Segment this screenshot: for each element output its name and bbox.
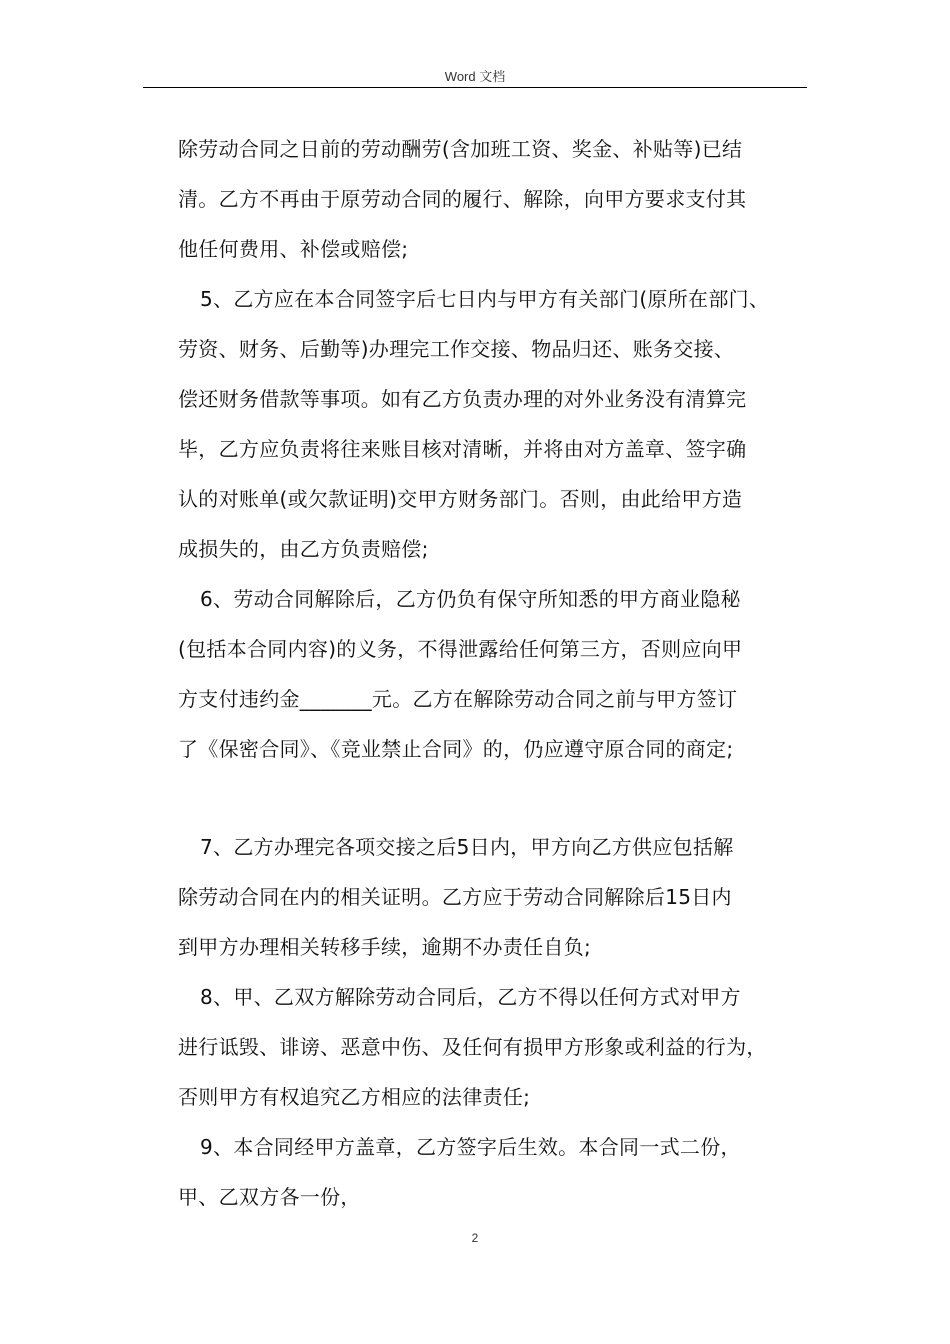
header-divider <box>143 87 807 88</box>
paragraph-line: (包括本合同内容)的义务，不得泄露给任何第三方，否则应向甲 <box>178 637 743 661</box>
paragraph-line: 到甲方办理相关转移手续，逾期不办责任自负; <box>178 935 592 959</box>
paragraph-line: 方支付违约金_______元。乙方在解除劳动合同之前与甲方签订 <box>178 687 738 711</box>
clause-5-line: 5、乙方应在本合同签字后七日内与甲方有关部门(原所在部门、 <box>200 287 770 311</box>
page-header-title: Word 文档 <box>444 69 506 84</box>
paragraph-line: 了《保密合同》、《竞业禁止合同》的，仍应遵守原合同的商定; <box>178 737 734 761</box>
paragraph-line: 否则甲方有权追究乙方相应的法律责任; <box>178 1085 531 1109</box>
paragraph-line: 他任何费用、补偿或赔偿; <box>178 237 409 261</box>
paragraph-spacer <box>178 774 818 822</box>
paragraph-line: 成损失的，由乙方负责赔偿; <box>178 537 429 561</box>
clause-8-line: 8、甲、乙双方解除劳动合同后，乙方不得以任何方式对甲方 <box>200 985 741 1009</box>
paragraph-line: 偿还财务借款等事项。如有乙方负责办理的对外业务没有清算完 <box>178 387 747 411</box>
clause-9-line: 9、本合同经甲方盖章，乙方签字后生效。本合同一式二份， <box>200 1135 741 1159</box>
paragraph-line: 毕，乙方应负责将往来账目核对清晰，并将由对方盖章、签字确 <box>178 437 747 461</box>
document-body <box>178 124 818 1222</box>
paragraph-line: 除劳动合同之日前的劳动酬劳(含加班工资、奖金、补贴等)已结 <box>178 137 743 161</box>
clause-7-line: 7、乙方办理完各项交接之后5日内，甲方向乙方供应包括解 <box>200 835 734 859</box>
paragraph-line: 劳资、财务、后勤等)办理完工作交接、物品归还、账务交接、 <box>178 337 735 361</box>
paragraph-line: 进行诋毁、诽谤、恶意中伤、及任何有损甲方形象或利益的行为， <box>178 1035 767 1059</box>
paragraph-line: 甲、乙双方各一份， <box>178 1185 361 1209</box>
paragraph-line: 认的对账单(或欠款证明)交甲方财务部门。否则，由此给甲方造 <box>178 487 743 511</box>
paragraph-line: 除劳动合同在内的相关证明。乙方应于劳动合同解除后15日内 <box>178 885 732 909</box>
page-number: 2 <box>471 1231 479 1245</box>
clause-6-line: 6、劳动合同解除后，乙方仍负有保守所知悉的甲方商业隐秘 <box>200 587 741 611</box>
paragraph-line: 清。乙方不再由于原劳动合同的履行、解除，向甲方要求支付其 <box>178 187 747 211</box>
